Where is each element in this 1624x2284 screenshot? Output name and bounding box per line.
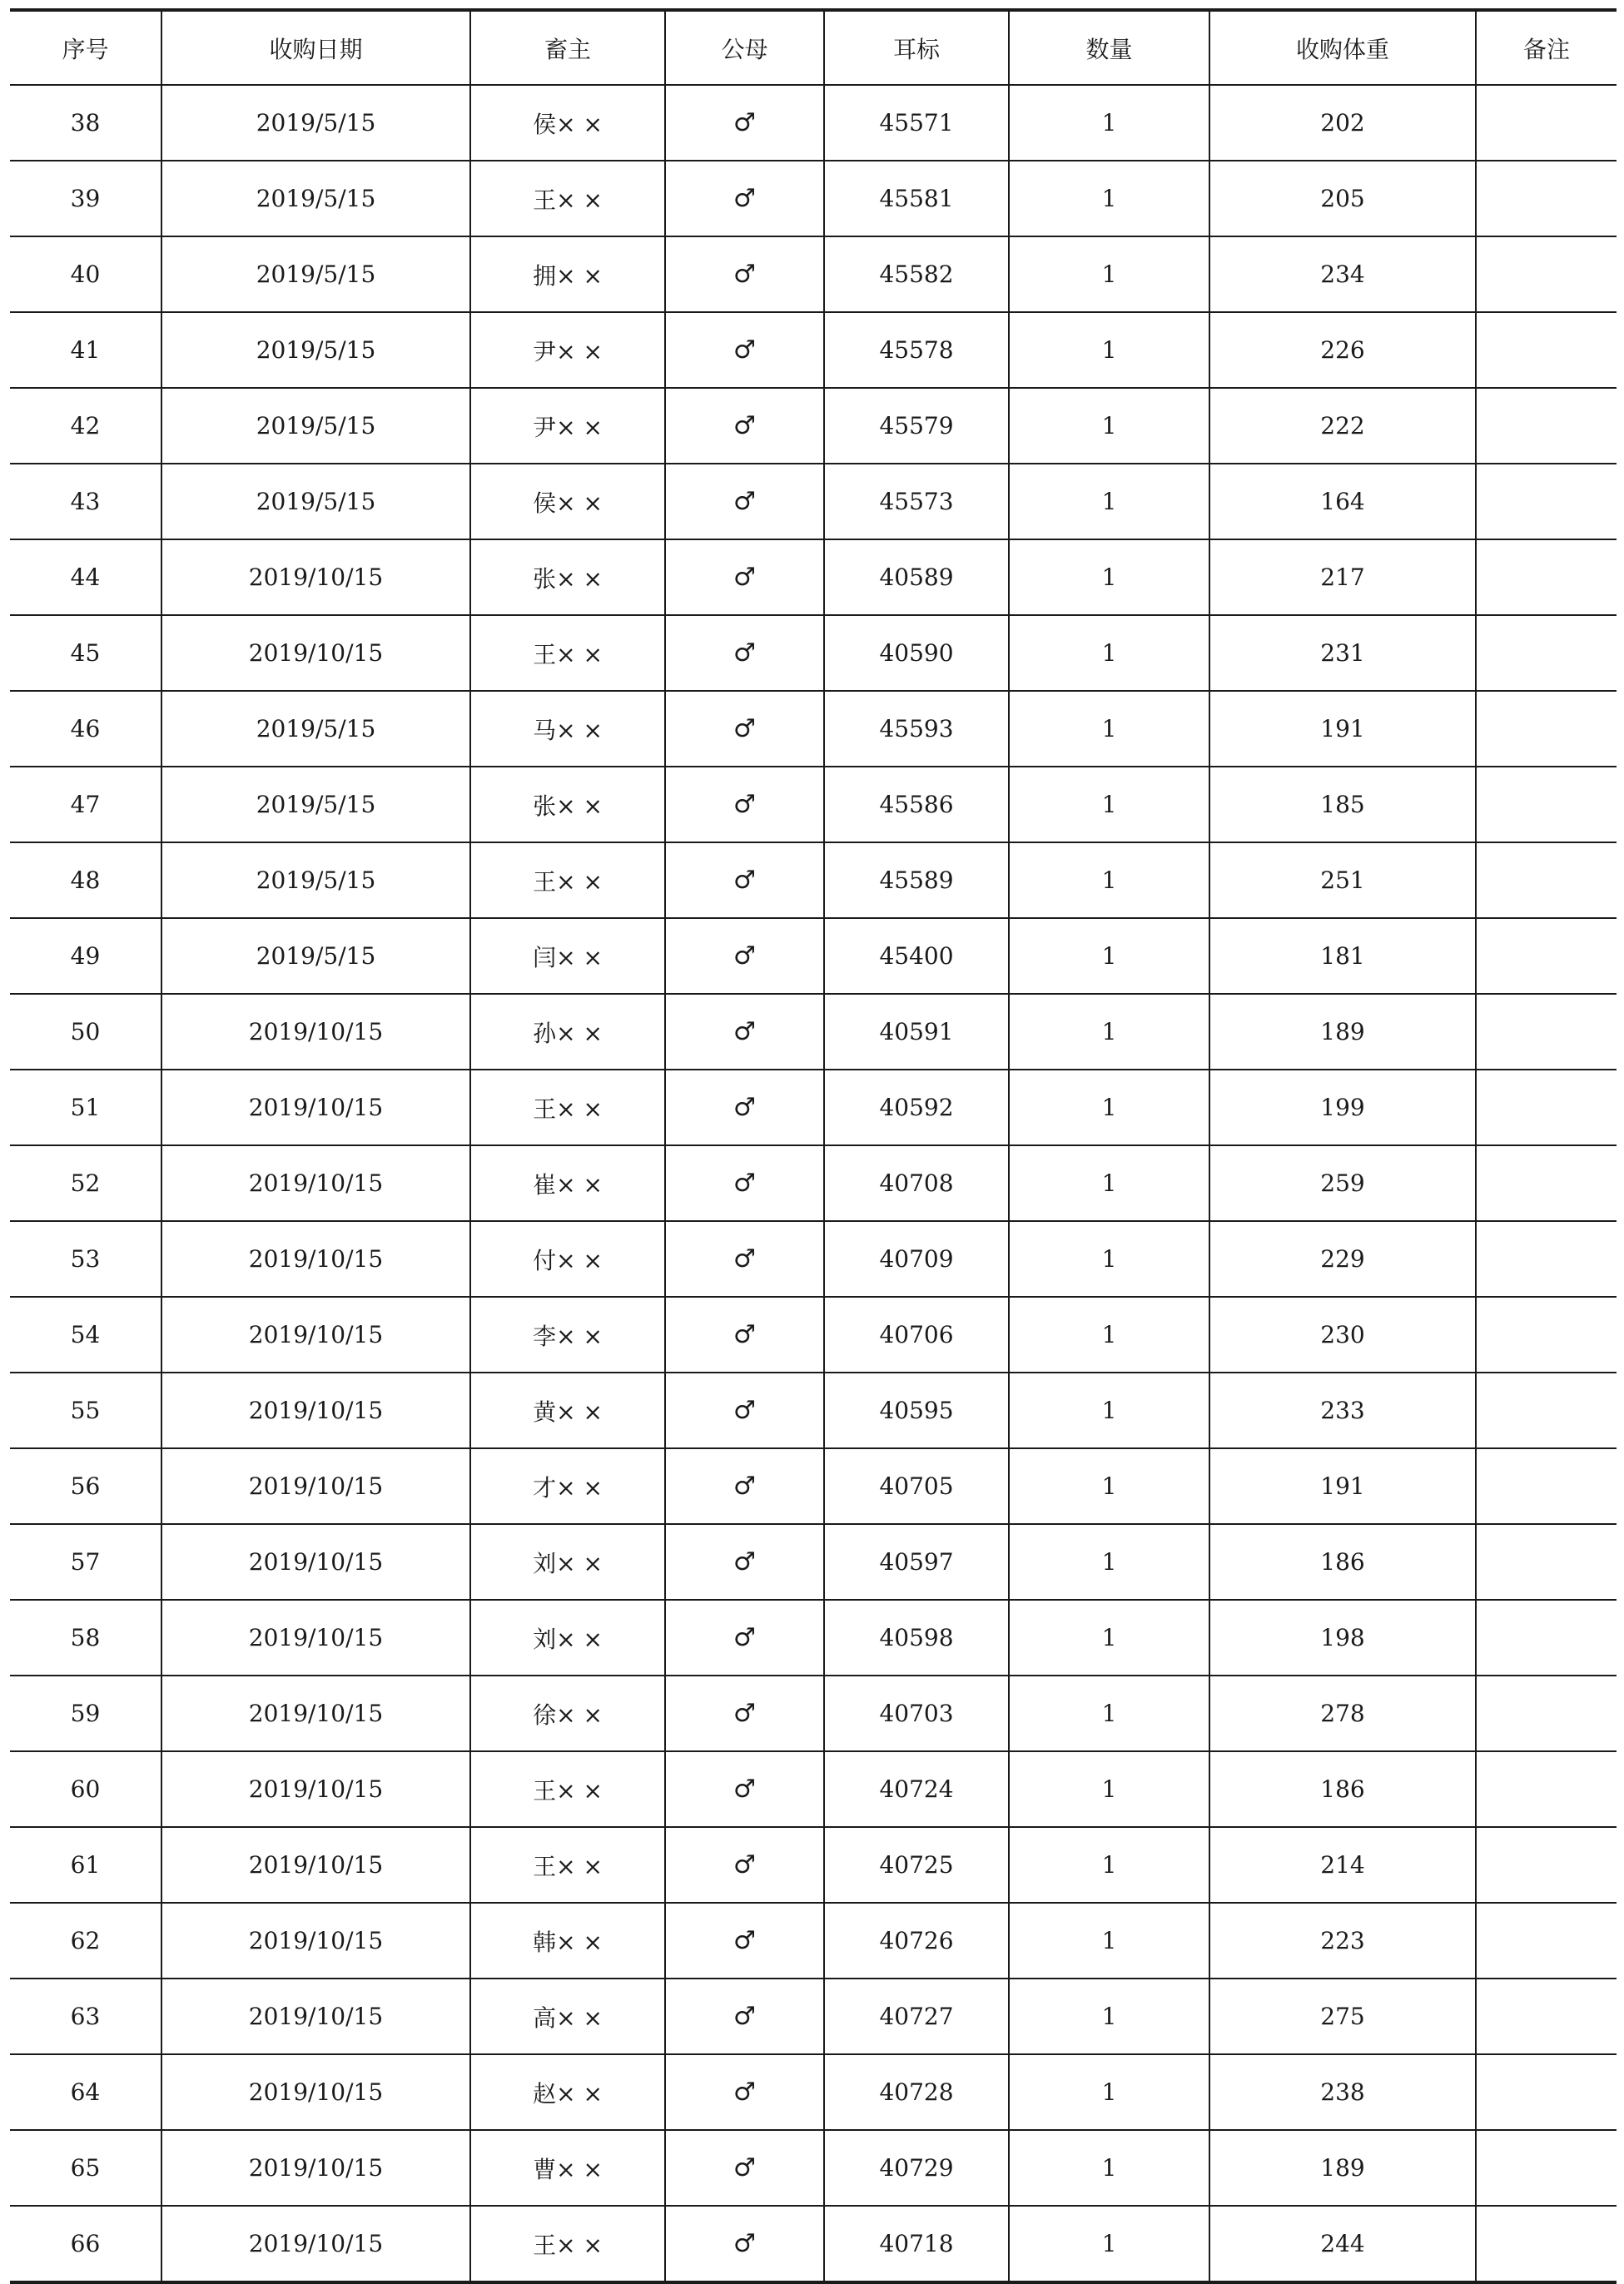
cell-purchase-weight: 191 [1209, 1448, 1476, 1524]
cell-remarks [1476, 161, 1617, 236]
cell-purchase-date: 2019/10/15 [161, 2054, 470, 2130]
cell-index: 45 [70, 639, 101, 667]
cell-index: 59 [70, 1700, 101, 1727]
cell-purchase-weight: 231 [1209, 615, 1476, 691]
cell-owner: 王× × [470, 615, 665, 691]
cell-purchase-weight: 199 [1209, 1070, 1476, 1145]
cell-quantity: 1 [1009, 1600, 1209, 1676]
table-row [10, 539, 1617, 615]
cell-remarks [1476, 1903, 1617, 1979]
cell-quantity: 1 [1009, 918, 1209, 994]
cell-remarks [1476, 1676, 1617, 1751]
cell-remarks [1476, 1448, 1617, 1524]
cell-owner: 才× × [470, 1448, 665, 1524]
table-row [10, 1827, 1617, 1903]
cell-owner: 刘× × [470, 1524, 665, 1600]
cell-index: 48 [70, 866, 101, 894]
cell-remarks [1476, 1145, 1617, 1221]
cell-purchase-weight: 186 [1209, 1751, 1476, 1827]
cell-purchase-date: 2019/10/15 [161, 1524, 470, 1600]
cell-purchase-date: 2019/10/15 [161, 1827, 470, 1903]
cell-remarks [1476, 464, 1617, 539]
cell-ear-tag: 45400 [824, 918, 1009, 994]
table-row [10, 842, 1617, 918]
cell-remarks [1476, 1600, 1617, 1676]
cell-index: 50 [70, 1018, 101, 1045]
cell-quantity: 1 [1009, 1979, 1209, 2054]
cell-remarks [1476, 1979, 1617, 2054]
cell-purchase-date: 2019/10/15 [161, 2130, 470, 2206]
cell-purchase-date: 2019/10/15 [161, 1297, 470, 1373]
table-row [10, 691, 1617, 767]
cell-purchase-weight: 198 [1209, 1600, 1476, 1676]
cell-owner: 李× × [470, 1297, 665, 1373]
cell-sex: ♂ [665, 1676, 824, 1751]
cell-purchase-date: 2019/10/15 [161, 2206, 470, 2282]
purchase-table [10, 8, 1617, 2284]
cell-quantity: 1 [1009, 85, 1209, 161]
cell-purchase-date: 2019/5/15 [161, 312, 470, 388]
header-row [10, 10, 1617, 85]
cell-index: 57 [70, 1548, 101, 1576]
cell-ear-tag: 40725 [824, 1827, 1009, 1903]
cell-owner: 王× × [470, 842, 665, 918]
cell-purchase-weight: 205 [1209, 161, 1476, 236]
cell-purchase-date: 2019/5/15 [161, 85, 470, 161]
cell-ear-tag: 40591 [824, 994, 1009, 1070]
column-header-owner: 畜主 [470, 10, 665, 85]
cell-purchase-weight: 202 [1209, 85, 1476, 161]
cell-sex: ♂ [665, 1903, 824, 1979]
cell-index: 66 [70, 2230, 101, 2257]
cell-quantity: 1 [1009, 464, 1209, 539]
cell-purchase-date: 2019/5/15 [161, 161, 470, 236]
table-row [10, 464, 1617, 539]
cell-quantity: 1 [1009, 2054, 1209, 2130]
cell-ear-tag: 45571 [824, 85, 1009, 161]
cell-sex: ♂ [665, 1524, 824, 1600]
cell-index: 60 [70, 1775, 101, 1803]
cell-ear-tag: 45593 [824, 691, 1009, 767]
cell-ear-tag: 45586 [824, 767, 1009, 842]
table-row [10, 1297, 1617, 1373]
cell-purchase-date: 2019/10/15 [161, 1600, 470, 1676]
cell-purchase-date: 2019/5/15 [161, 767, 470, 842]
cell-purchase-weight: 164 [1209, 464, 1476, 539]
cell-owner: 侯× × [470, 464, 665, 539]
cell-quantity: 1 [1009, 1524, 1209, 1600]
cell-ear-tag: 40589 [824, 539, 1009, 615]
cell-sex: ♂ [665, 1751, 824, 1827]
cell-purchase-date: 2019/10/15 [161, 994, 470, 1070]
cell-remarks [1476, 1524, 1617, 1600]
cell-quantity: 1 [1009, 2130, 1209, 2206]
column-header-index: 序号 [62, 35, 109, 63]
cell-quantity: 1 [1009, 539, 1209, 615]
cell-quantity: 1 [1009, 388, 1209, 464]
cell-remarks [1476, 615, 1617, 691]
cell-purchase-weight: 233 [1209, 1373, 1476, 1448]
cell-sex: ♂ [665, 2054, 824, 2130]
cell-quantity: 1 [1009, 842, 1209, 918]
cell-purchase-date: 2019/5/15 [161, 918, 470, 994]
cell-purchase-date: 2019/5/15 [161, 842, 470, 918]
cell-ear-tag: 40592 [824, 1070, 1009, 1145]
cell-purchase-date: 2019/5/15 [161, 236, 470, 312]
cell-purchase-date: 2019/10/15 [161, 1979, 470, 2054]
cell-owner: 张× × [470, 539, 665, 615]
cell-remarks [1476, 691, 1617, 767]
cell-sex: ♂ [665, 1297, 824, 1373]
cell-purchase-date: 2019/10/15 [161, 1448, 470, 1524]
cell-purchase-weight: 214 [1209, 1827, 1476, 1903]
table-row [10, 1676, 1617, 1751]
cell-owner: 尹× × [470, 388, 665, 464]
cell-sex: ♂ [665, 994, 824, 1070]
cell-quantity: 1 [1009, 615, 1209, 691]
column-header-quantity: 数量 [1009, 10, 1209, 85]
cell-ear-tag: 40729 [824, 2130, 1009, 2206]
table-row [10, 85, 1617, 161]
cell-purchase-weight: 229 [1209, 1221, 1476, 1297]
cell-ear-tag: 40728 [824, 2054, 1009, 2130]
cell-purchase-date: 2019/10/15 [161, 1221, 470, 1297]
cell-purchase-date: 2019/10/15 [161, 1903, 470, 1979]
cell-remarks [1476, 994, 1617, 1070]
cell-owner: 高× × [470, 1979, 665, 2054]
cell-remarks [1476, 85, 1617, 161]
cell-ear-tag: 40595 [824, 1373, 1009, 1448]
cell-quantity: 1 [1009, 1448, 1209, 1524]
cell-purchase-weight: 222 [1209, 388, 1476, 464]
table-row [10, 1903, 1617, 1979]
cell-owner: 尹× × [470, 312, 665, 388]
cell-quantity: 1 [1009, 1903, 1209, 1979]
cell-purchase-weight: 185 [1209, 767, 1476, 842]
cell-sex: ♂ [665, 1448, 824, 1524]
cell-purchase-date: 2019/10/15 [161, 1373, 470, 1448]
cell-purchase-weight: 181 [1209, 918, 1476, 994]
cell-index: 40 [70, 261, 101, 288]
table-row [10, 1145, 1617, 1221]
cell-purchase-weight: 186 [1209, 1524, 1476, 1600]
cell-sex: ♂ [665, 1145, 824, 1221]
cell-sex: ♂ [665, 85, 824, 161]
cell-purchase-weight: 223 [1209, 1903, 1476, 1979]
cell-quantity: 1 [1009, 1297, 1209, 1373]
cell-index: 41 [70, 336, 101, 364]
cell-ear-tag: 40590 [824, 615, 1009, 691]
cell-sex: ♂ [665, 1070, 824, 1145]
table-row [10, 1221, 1617, 1297]
cell-owner: 张× × [470, 767, 665, 842]
cell-purchase-weight: 259 [1209, 1145, 1476, 1221]
table-row [10, 994, 1617, 1070]
cell-remarks [1476, 842, 1617, 918]
cell-owner: 韩× × [470, 1903, 665, 1979]
cell-owner: 王× × [470, 2206, 665, 2282]
table-row [10, 236, 1617, 312]
cell-index: 52 [70, 1169, 101, 1197]
cell-ear-tag: 45581 [824, 161, 1009, 236]
table-row [10, 1979, 1617, 2054]
cell-index: 53 [70, 1245, 101, 1273]
table-row [10, 918, 1617, 994]
cell-sex: ♂ [665, 464, 824, 539]
cell-purchase-weight: 189 [1209, 2130, 1476, 2206]
column-header-remarks: 备注 [1476, 10, 1617, 85]
cell-owner: 王× × [470, 1827, 665, 1903]
cell-quantity: 1 [1009, 1145, 1209, 1221]
cell-remarks [1476, 918, 1617, 994]
cell-sex: ♂ [665, 767, 824, 842]
cell-index: 47 [70, 791, 101, 818]
cell-sex: ♂ [665, 842, 824, 918]
cell-purchase-weight: 238 [1209, 2054, 1476, 2130]
cell-purchase-weight: 230 [1209, 1297, 1476, 1373]
cell-owner: 崔× × [470, 1145, 665, 1221]
cell-remarks [1476, 539, 1617, 615]
cell-remarks [1476, 388, 1617, 464]
cell-owner: 王× × [470, 1751, 665, 1827]
cell-index: 61 [70, 1851, 101, 1879]
cell-sex: ♂ [665, 2130, 824, 2206]
column-header-purchase-weight: 收购体重 [1209, 10, 1476, 85]
table-row [10, 161, 1617, 236]
table-header [10, 10, 1617, 85]
cell-quantity: 1 [1009, 1221, 1209, 1297]
cell-sex: ♂ [665, 1827, 824, 1903]
cell-owner: 马× × [470, 691, 665, 767]
cell-remarks [1476, 1827, 1617, 1903]
table-row [10, 1070, 1617, 1145]
cell-sex: ♂ [665, 615, 824, 691]
cell-ear-tag: 40709 [824, 1221, 1009, 1297]
table-row [10, 388, 1617, 464]
cell-sex: ♂ [665, 539, 824, 615]
cell-sex: ♂ [665, 161, 824, 236]
cell-remarks [1476, 767, 1617, 842]
cell-index: 62 [70, 1927, 101, 1954]
cell-sex: ♂ [665, 236, 824, 312]
cell-ear-tag: 40706 [824, 1297, 1009, 1373]
cell-quantity: 1 [1009, 236, 1209, 312]
cell-index: 51 [70, 1094, 101, 1121]
table-row [10, 767, 1617, 842]
cell-purchase-weight: 234 [1209, 236, 1476, 312]
cell-sex: ♂ [665, 388, 824, 464]
table-row [10, 1448, 1617, 1524]
cell-index: 42 [70, 412, 101, 439]
cell-sex: ♂ [665, 2206, 824, 2282]
cell-purchase-date: 2019/10/15 [161, 615, 470, 691]
cell-ear-tag: 40708 [824, 1145, 1009, 1221]
cell-owner: 拥× × [470, 236, 665, 312]
cell-quantity: 1 [1009, 1373, 1209, 1448]
cell-owner: 徐× × [470, 1676, 665, 1751]
cell-remarks [1476, 2054, 1617, 2130]
cell-index: 58 [70, 1624, 101, 1651]
table-row [10, 2054, 1617, 2130]
cell-purchase-weight: 275 [1209, 1979, 1476, 2054]
cell-ear-tag: 40597 [824, 1524, 1009, 1600]
cell-ear-tag: 45573 [824, 464, 1009, 539]
cell-quantity: 1 [1009, 1827, 1209, 1903]
cell-ear-tag: 45578 [824, 312, 1009, 388]
cell-index: 46 [70, 715, 101, 742]
cell-ear-tag: 40727 [824, 1979, 1009, 2054]
table-row [10, 1524, 1617, 1600]
cell-sex: ♂ [665, 1221, 824, 1297]
table-row [10, 312, 1617, 388]
table-row [10, 1751, 1617, 1827]
cell-index: 55 [70, 1397, 101, 1424]
cell-ear-tag: 40598 [824, 1600, 1009, 1676]
cell-ear-tag: 40718 [824, 2206, 1009, 2282]
cell-quantity: 1 [1009, 2206, 1209, 2282]
cell-remarks [1476, 1221, 1617, 1297]
table-body [10, 85, 1617, 2282]
cell-owner: 王× × [470, 161, 665, 236]
table-row [10, 1373, 1617, 1448]
cell-owner: 赵× × [470, 2054, 665, 2130]
cell-index: 38 [70, 109, 101, 137]
cell-sex: ♂ [665, 312, 824, 388]
table-row [10, 2130, 1617, 2206]
cell-sex: ♂ [665, 918, 824, 994]
cell-quantity: 1 [1009, 1676, 1209, 1751]
cell-owner: 王× × [470, 1070, 665, 1145]
cell-sex: ♂ [665, 1600, 824, 1676]
cell-ear-tag: 40703 [824, 1676, 1009, 1751]
cell-remarks [1476, 1373, 1617, 1448]
cell-owner: 付× × [470, 1221, 665, 1297]
cell-remarks [1476, 1751, 1617, 1827]
cell-purchase-date: 2019/5/15 [161, 691, 470, 767]
cell-ear-tag: 40705 [824, 1448, 1009, 1524]
cell-ear-tag: 45582 [824, 236, 1009, 312]
column-header-sex: 公母 [665, 10, 824, 85]
cell-purchase-weight: 251 [1209, 842, 1476, 918]
cell-purchase-weight: 191 [1209, 691, 1476, 767]
cell-purchase-date: 2019/10/15 [161, 539, 470, 615]
cell-remarks [1476, 1070, 1617, 1145]
cell-index: 54 [70, 1321, 101, 1348]
cell-purchase-weight: 217 [1209, 539, 1476, 615]
cell-remarks [1476, 1297, 1617, 1373]
cell-quantity: 1 [1009, 767, 1209, 842]
cell-index: 49 [70, 942, 101, 970]
cell-quantity: 1 [1009, 1070, 1209, 1145]
cattle-purchase-ledger [10, 8, 1617, 2284]
cell-purchase-weight: 278 [1209, 1676, 1476, 1751]
cell-purchase-date: 2019/10/15 [161, 1676, 470, 1751]
cell-ear-tag: 45589 [824, 842, 1009, 918]
cell-index: 64 [70, 2078, 101, 2106]
cell-owner: 曹× × [470, 2130, 665, 2206]
cell-purchase-date: 2019/10/15 [161, 1751, 470, 1827]
cell-purchase-date: 2019/5/15 [161, 464, 470, 539]
cell-quantity: 1 [1009, 691, 1209, 767]
cell-quantity: 1 [1009, 1751, 1209, 1827]
column-header-ear-tag: 耳标 [824, 10, 1009, 85]
cell-index: 63 [70, 2003, 101, 2030]
cell-index: 65 [70, 2154, 101, 2182]
cell-owner: 黄× × [470, 1373, 665, 1448]
cell-owner: 闫× × [470, 918, 665, 994]
cell-ear-tag: 40726 [824, 1903, 1009, 1979]
cell-quantity: 1 [1009, 994, 1209, 1070]
cell-sex: ♂ [665, 691, 824, 767]
cell-purchase-date: 2019/10/15 [161, 1145, 470, 1221]
cell-quantity: 1 [1009, 161, 1209, 236]
cell-purchase-weight: 244 [1209, 2206, 1476, 2282]
cell-owner: 孙× × [470, 994, 665, 1070]
cell-purchase-weight: 226 [1209, 312, 1476, 388]
cell-index: 44 [70, 564, 101, 591]
table-row [10, 2206, 1617, 2282]
cell-remarks [1476, 2130, 1617, 2206]
cell-remarks [1476, 2206, 1617, 2282]
cell-remarks [1476, 236, 1617, 312]
table-row [10, 615, 1617, 691]
cell-purchase-date: 2019/10/15 [161, 1070, 470, 1145]
cell-purchase-weight: 189 [1209, 994, 1476, 1070]
cell-index: 56 [70, 1472, 101, 1500]
cell-sex: ♂ [665, 1373, 824, 1448]
cell-remarks [1476, 312, 1617, 388]
cell-ear-tag: 40724 [824, 1751, 1009, 1827]
cell-owner: 侯× × [470, 85, 665, 161]
cell-index: 43 [70, 488, 101, 515]
cell-quantity: 1 [1009, 312, 1209, 388]
cell-sex: ♂ [665, 1979, 824, 2054]
table-row [10, 1600, 1617, 1676]
column-header-purchase-date: 收购日期 [161, 10, 470, 85]
cell-owner: 刘× × [470, 1600, 665, 1676]
cell-ear-tag: 45579 [824, 388, 1009, 464]
cell-index: 39 [70, 185, 101, 212]
cell-purchase-date: 2019/5/15 [161, 388, 470, 464]
